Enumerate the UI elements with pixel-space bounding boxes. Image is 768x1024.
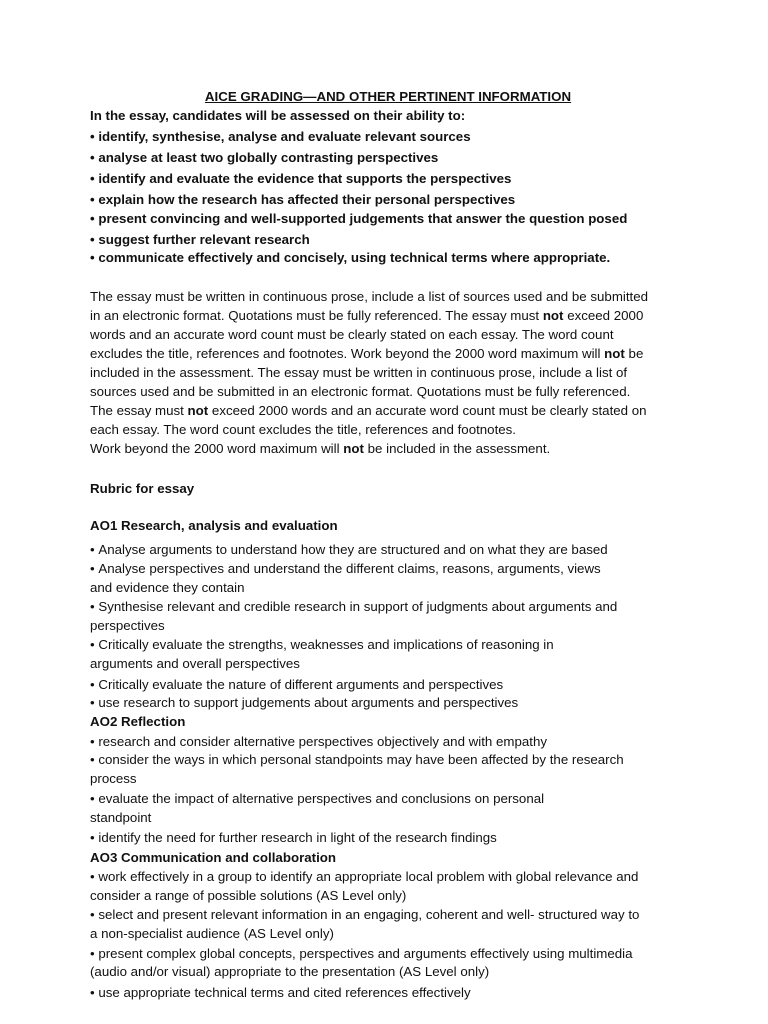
- paragraph-line: words and an accurate word count must be clearly stated on each essay. The word count: [90, 327, 614, 342]
- paragraph-line: included in the assessment. The essay must be written in continuous prose, include a list of: [90, 365, 628, 380]
- ao1-item: • Analyse perspectives and understand the different claims, reasons, arguments, views: [90, 561, 601, 577]
- ao1-item: • use research to support judgements about arguments and perspectives: [90, 695, 518, 711]
- ao1-item: • Critically evaluate the strengths, weaknesses and implications of reasoning in: [90, 637, 554, 653]
- intro-text: In the essay, candidates will be assessed on their ability to:: [90, 108, 466, 123]
- paragraph-line: excludes the title, references and footnotes. Work beyond the 2000 word maximum will not be: [90, 346, 644, 361]
- ao1-item: • Synthesise relevant and credible research in support of judgments about arguments and: [90, 599, 617, 615]
- paragraph-line: each essay. The word count excludes the title, references and footnotes.: [90, 422, 517, 437]
- ao3-item-continued: (audio and/or visual) appropriate to the presentation (AS Level only): [90, 964, 490, 979]
- ao1-item: • Critically evaluate the nature of different arguments and perspectives: [90, 677, 503, 693]
- ao2-item: • consider the ways in which personal standpoints may have been affected by the research: [90, 752, 624, 768]
- ao1-item-continued: and evidence they contain: [90, 580, 245, 595]
- ao3-item-continued: a non-specialist audience (AS Level only): [90, 926, 334, 941]
- assessed-item: • communicate effectively and concisely, using technical terms where appropriate.: [90, 250, 610, 266]
- ao3-item: • select and present relevant information in an engaging, coherent and well- structured way to: [90, 907, 639, 923]
- ao3-item: • work effectively in a group to identify an appropriate local problem with global relevance and: [90, 869, 638, 885]
- ao1-item-continued: perspectives: [90, 618, 165, 633]
- ao3-item: • present complex global concepts, perspectives and arguments effectively using multimedia: [90, 946, 633, 962]
- ao1-heading: AO1 Research, analysis and evaluation: [90, 518, 338, 533]
- ao2-item-continued: process: [90, 771, 137, 786]
- assessed-item: • suggest further relevant research: [90, 232, 310, 248]
- page-title: AICE GRADING—AND OTHER PERTINENT INFORMATION: [204, 89, 572, 104]
- paragraph-line: sources used and be submitted in an electronic format. Quotations must be fully referenced.: [90, 384, 631, 399]
- paragraph-line: The essay must be written in continuous prose, include a list of sources used and be submitted: [90, 289, 649, 304]
- ao3-item: • use appropriate technical terms and cited references effectively: [90, 985, 471, 1001]
- paragraph-line: Work beyond the 2000 word maximum will not be included in the assessment.: [90, 441, 551, 456]
- ao2-heading: AO2 Reflection: [90, 714, 186, 729]
- assessed-item: • identify and evaluate the evidence that supports the perspectives: [90, 171, 511, 187]
- assessed-item: • identify, synthesise, analyse and evaluate relevant sources: [90, 129, 471, 145]
- ao2-item: • research and consider alternative perspectives objectively and with empathy: [90, 734, 547, 750]
- ao1-item-continued: arguments and overall perspectives: [90, 656, 300, 671]
- ao3-item-continued: consider a range of possible solutions (AS Level only): [90, 888, 407, 903]
- ao2-item-continued: standpoint: [90, 810, 152, 825]
- rubric-heading: Rubric for essay: [90, 481, 195, 496]
- paragraph-line: in an electronic format. Quotations must be fully referenced. The essay must not exceed 2000: [90, 308, 644, 323]
- assessed-item: • analyse at least two globally contrasting perspectives: [90, 150, 438, 166]
- ao3-heading: AO3 Communication and collaboration: [90, 850, 337, 865]
- ao1-item: • Analyse arguments to understand how they are structured and on what they are based: [90, 542, 608, 558]
- assessed-item: • explain how the research has affected their personal perspectives: [90, 192, 515, 208]
- assessed-item: • present convincing and well-supported judgements that answer the question posed: [90, 211, 627, 227]
- ao2-item: • identify the need for further research in light of the research findings: [90, 830, 497, 846]
- paragraph-line: The essay must not exceed 2000 words and an accurate word count must be clearly stated on: [90, 403, 647, 418]
- ao2-item: • evaluate the impact of alternative perspectives and conclusions on personal: [90, 791, 544, 807]
